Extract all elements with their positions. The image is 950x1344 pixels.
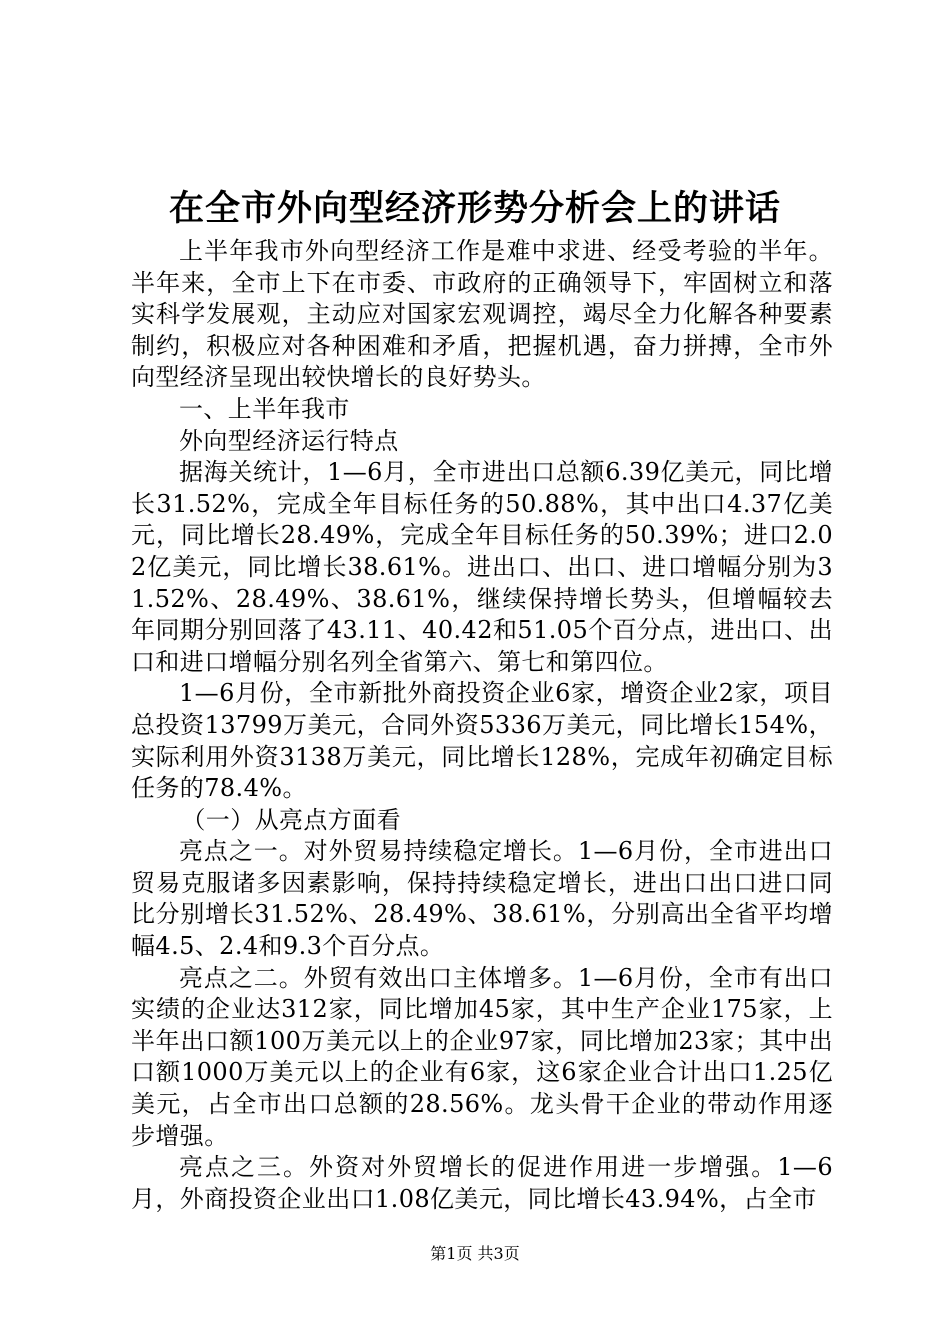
page-indicator: 第1页 共3页	[430, 1244, 520, 1263]
paragraph-highlight-2: 亮点之二。外贸有效出口主体增多。1—6月份，全市有出口实绩的企业达312家，同比增加45家，其中生产企业175家，上半年出口额100万美元以上的企业97家，同比增加23家；其中出口额1000万美元以上的企业有6家，这6家企业合计出口1.25亿美元，占全市出口总额的28.56%。龙头骨干企业的带动作用逐步增强。	[131, 963, 833, 1150]
paragraph-customs-statistics: 据海关统计，1—6月，全市进出口总额6.39亿美元，同比增长31.52%，完成全年目标任务的50.88%，其中出口4.37亿美元，同比增长28.49%，完成全年目标任务的50.39%；进口2.02亿美元，同比增长38.61%。进出口、出口、进口增幅分别为31.52%、28.49%、38.61%，继续保持增长势头，但增幅较去年同期分别回落了43.11、40.42和51.05个百分点，进出口、出口和进口增幅分别名列全省第六、第七和第四位。	[131, 458, 833, 676]
document-title: 在全市外向型经济形势分析会上的讲话	[168, 188, 781, 229]
paragraph-intro: 上半年我市外向型经济工作是难中求进、经受考验的半年。半年来，全市上下在市委、市政府的正确领导下，牢固树立和落实科学发展观，主动应对国家宏观调控，竭尽全力化解各种要素制约，积极应对各种困难和矛盾，把握机遇，奋力拼搏，全市外向型经济呈现出较快增长的良好势头。	[131, 237, 833, 392]
section-heading-continued: 外向型经济运行特点	[179, 426, 399, 455]
paragraph-highlight-1: 亮点之一。对外贸易持续稳定增长。1—6月份，全市进出口贸易克服诸多因素影响，保持持续稳定增长，进出口出口进口同比分别增长31.52%、28.49%、38.61%，分别高出全省平均增幅4.5、2.4和9.3个百分点。	[131, 837, 833, 961]
subsection-heading: （一）从亮点方面看	[181, 805, 401, 834]
paragraph-foreign-investment: 1—6月份，全市新批外商投资企业6家，增资企业2家，项目总投资13799万美元，合同外资5336万美元，同比增长154%，实际利用外资3138万美元，同比增长128%，完成年初确定目标任务的78.4%。	[131, 679, 833, 803]
document-body	[131, 236, 833, 1215]
section-heading: 一、上半年我市	[179, 394, 350, 423]
paragraph-highlight-3: 亮点之三。外资对外贸增长的促进作用进一步增强。1—6月，外商投资企业出口1.08亿美元，同比增长43.94%，占全市	[131, 1153, 833, 1213]
